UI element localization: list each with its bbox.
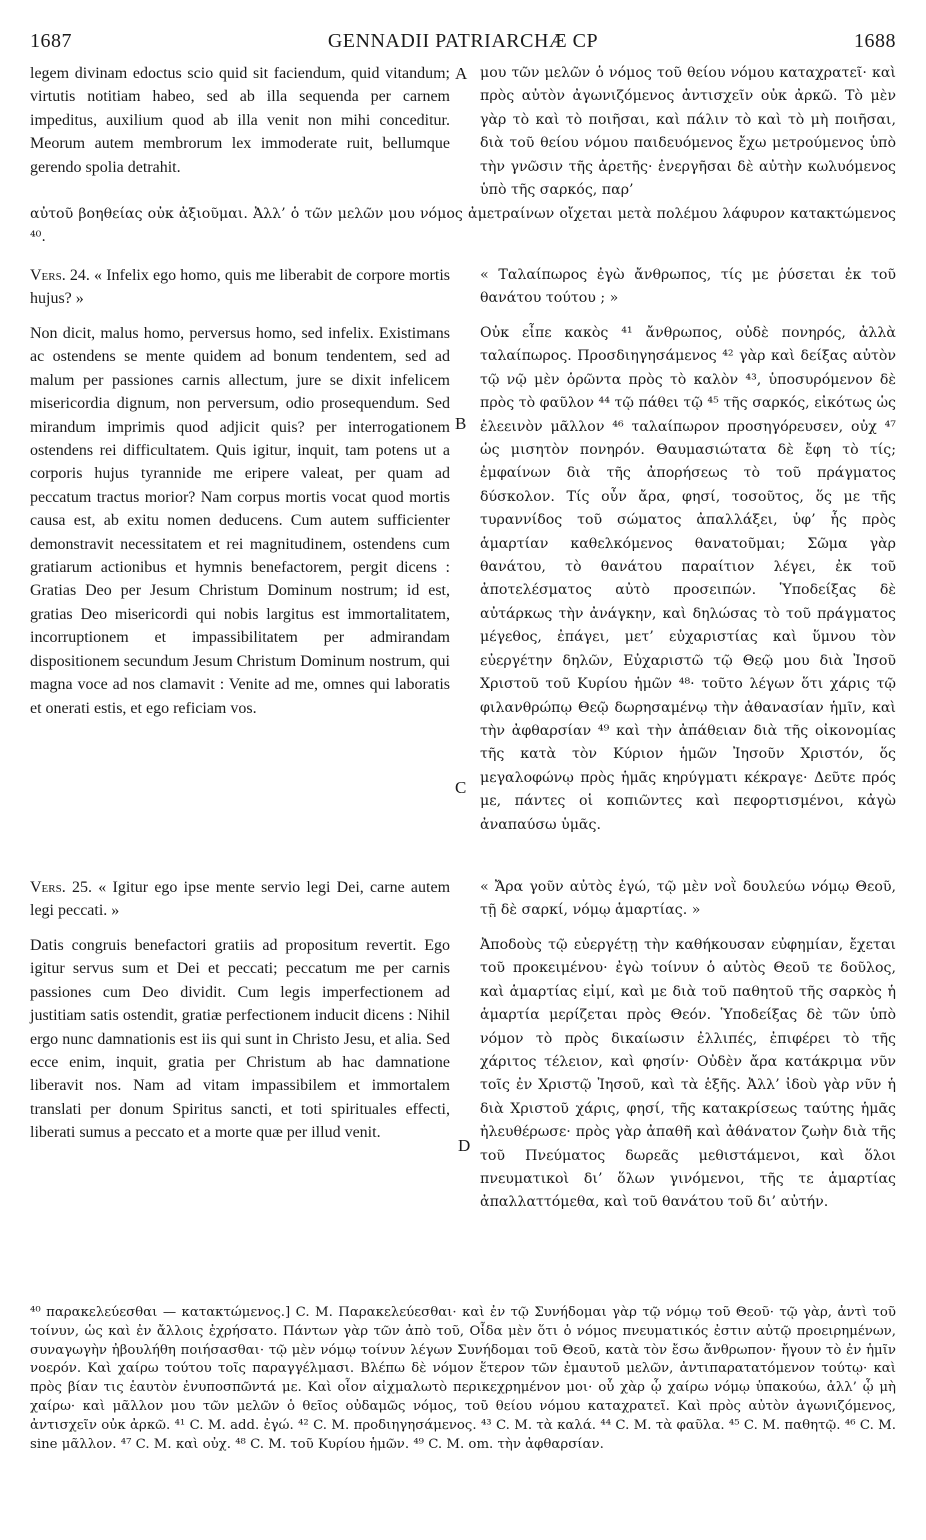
greek-text-block-3: Ἀποδοὺς τῷ εὐεργέτῃ τὴν καθήκουσαν εὐφημίαν, ἔχεται τοῦ προκειμένου· ἐγὼ τοίνυν ὁ αὐτὸς Θεοῦ τε δοῦλος, καὶ ἁμαρτίας εἰμί, καὶ με διὰ τοῦ παθητοῦ τῆς σαρκὸς ἡ ἁμαρτία μερίζεται πρὸς Θεόν. Ὑποδείξας δὲ τῶν ὑπὸ νόμον τὸ πρὸς δικαίωσιν ἐλλιπές, ἐπιφέρει τὸ τῆς χάριτος τέλειον, καὶ φησίν· Οὐδὲν ἄρα κατάκριμα νῦν τοῖς ἐν Χριστῷ Ἰησοῦ, καὶ τὰ ἑξῆς. Ἀλλ’ ἰδοὺ γὰρ νῦν ἡ διὰ Χριστοῦ χάρις, φησί, τῆς κατακρίσεως ταύτης ἡμᾶς ἠλευθέρωσε· πρὸς γὰρ ἀπαθῆ καὶ ἀθάνατον ζωὴν διὰ τῆς τοῦ Πνεύματος δωρεᾶς μεθιστάμενοι, καὶ ὅλοι πνευματικοὶ δι’ ὅλων γινόμενοι, τῆς τε ἁμαρτίας ἀπαλλαττόμεθα, καὶ τοῦ θανάτου τοῦ δι’ αὐτήν.: [480, 937, 896, 1211]
greek-text-block-1: μου τῶν μελῶν ὁ νόμος τοῦ θείου νόμου καταχρατεῖ· καὶ πρὸς αὐτὸν ἀγωνιζόμενος ἀντισχεῖν οὐκ ἀρκῶ. Τὸ μὲν γὰρ τὸ καὶ τὸ ποιῆσαι, καὶ πάλιν τὸ καὶ τὸ μὴ ποιῆσαι, διὰ τοῦ θείου νόμου παιδευόμενος ἔχω μετρούμενος ὑπὸ τὴν γνῶσιν τῆς ἀρετῆς· ἐνεργῆσαι δὲ αὐτὴν κωλυόμενος ὑπὸ τῆς σαρκός, παρ’: [480, 65, 896, 199]
margin-letter-a: A: [455, 64, 468, 83]
margin-letter-d: D: [458, 1136, 471, 1155]
running-title: GENNADII PATRIARCHÆ CP: [327, 30, 599, 52]
page-number-left: 1687: [30, 30, 72, 52]
latin-text-block-2: Non dicit, malus homo, perversus homo, sed infelix. Existimans ac ostendens se mente quidem ad bonum tendentem, sed ad malum per passiones carnis allectum, jure se dixit infelicem misericordia dignum, non perversum, odio prosequendum. Sed mirandum imprimis quod adjicit quis? per interrogationem ostendens rei difficultatem. Quis igitur, inquit, tam potens ut a corporis hujus tyrannide me eripere valeat, per quam ad peccatum tractus morior? Nam corpus mortis vocat quod mortis causa est, ab exitu nomen deducens. Cum autem sufficienter demonstravit necessitatem et rei magnitudinem, ostendens cum gratiarum actionibus et hymnis benefactorem, pergit dicens : Gratias Deo per Jesum Christum Dominum nostrum; id est, gratias Deo misericordi qui nobis largitus est immortalitatem, incorruptionem et impassibilitatem per admirandam dispositionem secundum Jesum Christum Dominum nostrum, qui magna voce ad nos clamavit : Venite ad me, omnes qui laboratis et onerati estis, et ego reficiam vos.: [30, 325, 450, 717]
page-number-right: 1688: [854, 30, 896, 52]
page-header: [30, 30, 896, 60]
verse-24-latin-text: « Infelix ego homo, quis me liberabit de corpore mortis hujus? »: [30, 267, 451, 308]
verse-25-label: Vers. 25.: [30, 879, 92, 896]
verse-25-latin-text: « Igitur ego ipse mente servio legi Dei, carne autem legi peccati. »: [30, 879, 451, 920]
latin-text-block-1: legem divinam edoctus scio quid sit faciendum, quid vitandum; virtutis notitiam habeo, sed ab illa sequenda per carnem impeditus, auxilium quod ab illa venit non mihi conceditur. Meorum autem membrorum lex immoderate ruit, bellumque gerendo spolia detrahit.: [30, 65, 450, 176]
greek-text-block-2: Οὐκ εἶπε κακὸς ⁴¹ ἄνθρωπος, οὐδὲ πονηρός, ἀλλὰ ταλαίπωρος. Προσδιηγησάμενος ⁴² γὰρ καὶ δείξας αὐτὸν τῷ νῷ μὲν ὁρῶντα πρὸς τὸ καλὸν ⁴³, ὑποσυρόμενον δὲ πρὸς τὸ φαῦλον ⁴⁴ τῷ πάθει τῷ ⁴⁵ τῆς σαρκός, εἰκότως ὡς ἐλεεινὸν μᾶλλον ⁴⁶ ταλαίπωρον προσηγόρευσεν, οὐχ ⁴⁷ ὡς μισητὸν πονηρόν. Θαυμασιώτατα δὲ ἔφη τὸ τίς; ἐμφαίνων διὰ τῆς ἀπορήσεως τὸ τοῦ πράγματος δύσκολον. Τίς οὖν ἄρα, φησί, τοσοῦτος, ὅς με τῆς τυραννίδος τοῦ σώματος ἀπαλλάξει, ὑφ’ ἧς πρὸς ἁμαρτίαν καθελκόμενος θανατοῦμαι; Σῶμα γὰρ θανάτου, τὸ θανάτου παραίτιον λέγει, ἐκ τοῦ ἀποτελέσματος αὐτὸ προσειπών. Ὑποδείξας δὲ αὐτάρκως τὴν ἀνάγκην, καὶ δηλώσας τὸ τοῦ πράγματος μέγεθος, ἐπάγει, μετ’ εὐχαριστίας καὶ ὕμνου τὸν εὐεργέτην δηλῶν, Εὐχαριστῶ τῷ Θεῷ μου διὰ Ἰησοῦ Χριστοῦ τοῦ Κυρίου ἡμῶν ⁴⁸· τοῦτο λέγων ὅτι χάρις τῷ φιλανθρώπῳ Θεῷ δωρησαμένῳ τὴν ἀθανασίαν ἡμῖν, καὶ τὴν ἀφθαρσίαν ⁴⁹ καὶ τὴν ἀπάθειαν διὰ τῆς οἰκονομίας τῆς κατὰ τὸν Κύριον ἡμῶν Ἰησοῦν Χριστόν, ὅς μεγαλοφώνῳ πρὸς ἡμᾶς κηρύγματι κέκραγε· Δεῦτε πρός με, πάντες οἱ κοπιῶντες καὶ πεφορτισμένοι, κἀγὼ ἀναπαύσω ὑμᾶς.: [480, 325, 896, 833]
footnotes: ⁴⁰ παρακελεύεσθαι — κατακτώμενος.] C. M. Παρακελεύεσθαι· καὶ ἐν τῷ Συνήδομαι γὰρ τῷ νόμῳ τοῦ Θεοῦ· τῷ γὰρ, ἀντὶ τοῦ τοίνυν, ὡς καὶ ἐν ἄλλοις ἐχρήσατο. Πάντων γὰρ τῶν ἀπὸ τοῦ, Οἶδα μὲν ὅτι ὁ νόμος πνευματικός ἐστιν αὐτῷ προειρημένων, συναγωγὴν ἠβουλήθη ποιήσασθαι· τῷ μὲν νόμῳ τοίνυν λέγων Συνήδομαι τοῦ Θεοῦ, κατὰ τὸν ἔσω ἄνθρωπον· ἤγουν τὸ ἐν ἡμῖν νοερόν. Καὶ χαίρω τούτου τοῖς παραγγέλμασι. Βλέπω δὲ νόμον ἕτερον τῶν ἐμαυτοῦ μελῶν, ἀντιπαρατατόμενον τούτῳ· καὶ πρὸς βίαν τις ἑαυτὸν ἐνυποσπῶντά με. Καὶ οἷον αἰχμαλωτὸ περικεχρημένον μοι· οὗ χὰρ ᾧ χαίρω νόμῳ ὑπακούω, ἀλλ’ ᾧ μὴ χαίρω· καὶ μᾶλλον μου τῶν μελῶν ὁ θεῖος οὐδαμῶς νόμος, τοῦ θείου νόμου καταχρατεῖ. Καὶ πρὸς αὐτὸν ἀγωνιζόμενος, ἀντισχεῖν οὐκ ἀρκῶ. ⁴¹ C. M. add. ἐγώ. ⁴² C. M. προδιηγησάμενος. ⁴³ C. M. τὰ καλά. ⁴⁴ C. M. τὰ φαῦλα. ⁴⁵ C. M. παθητῷ. ⁴⁶ C. M. sine μᾶλλον. ⁴⁷ C. M. καὶ οὐχ. ⁴⁸ C. M. τοῦ Κυρίου ἡμῶν. ⁴⁹ C. M. om. τὴν ἀφθαρσίαν.: [30, 1305, 896, 1452]
verse-24-label: Vers. 24.: [30, 267, 90, 284]
greek-text-block-1-continued: αὐτοῦ βοηθείας οὐκ ἀξιοῦμαι. Ἀλλ’ ὁ τῶν μελῶν μου νόμος ἀμετραίνων οἴχεται μετὰ πολέμου λάφυρον κατακτώμενος ⁴⁰.: [30, 206, 896, 246]
latin-text-block-3: Datis congruis benefactori gratiis ad propositum revertit. Ego igitur servus sum et Dei et peccati; peccatum me per carnis passiones cum Deo dividit. Cum legis imperfectionem ad justitiam satis ostendit, gratiæ perfectionem inducit dicens : Nihil ergo nunc damnationis est iis qui sunt in Christo Jesu, et alia. Sed ecce enim, inquit, gratia per Christum ab hac damnatione liberavit nos. Nam ad vitam impassibilem et immortalem translati per donum Spiritus sancti, et toti spirituales effecti, liberati sumus a peccato et a morte quæ per illud venit.: [30, 937, 450, 1142]
margin-letter-c: C: [455, 778, 467, 797]
verse-25-latin: [30, 876, 450, 923]
margin-letter-b: B: [455, 414, 467, 433]
verse-25-greek: « Ἄρα γοῦν αὐτὸς ἐγώ, τῷ μὲν νοῒ δουλεύω νόμῳ Θεοῦ, τῇ δὲ σαρκί, νόμῳ ἁμαρτίας. »: [480, 879, 896, 919]
verse-24-greek: « Ταλαίπωρος ἐγὼ ἄνθρωπος, τίς με ῥύσεται ἐκ τοῦ θανάτου τούτου ; »: [480, 267, 896, 307]
verse-24-latin: [30, 264, 450, 311]
